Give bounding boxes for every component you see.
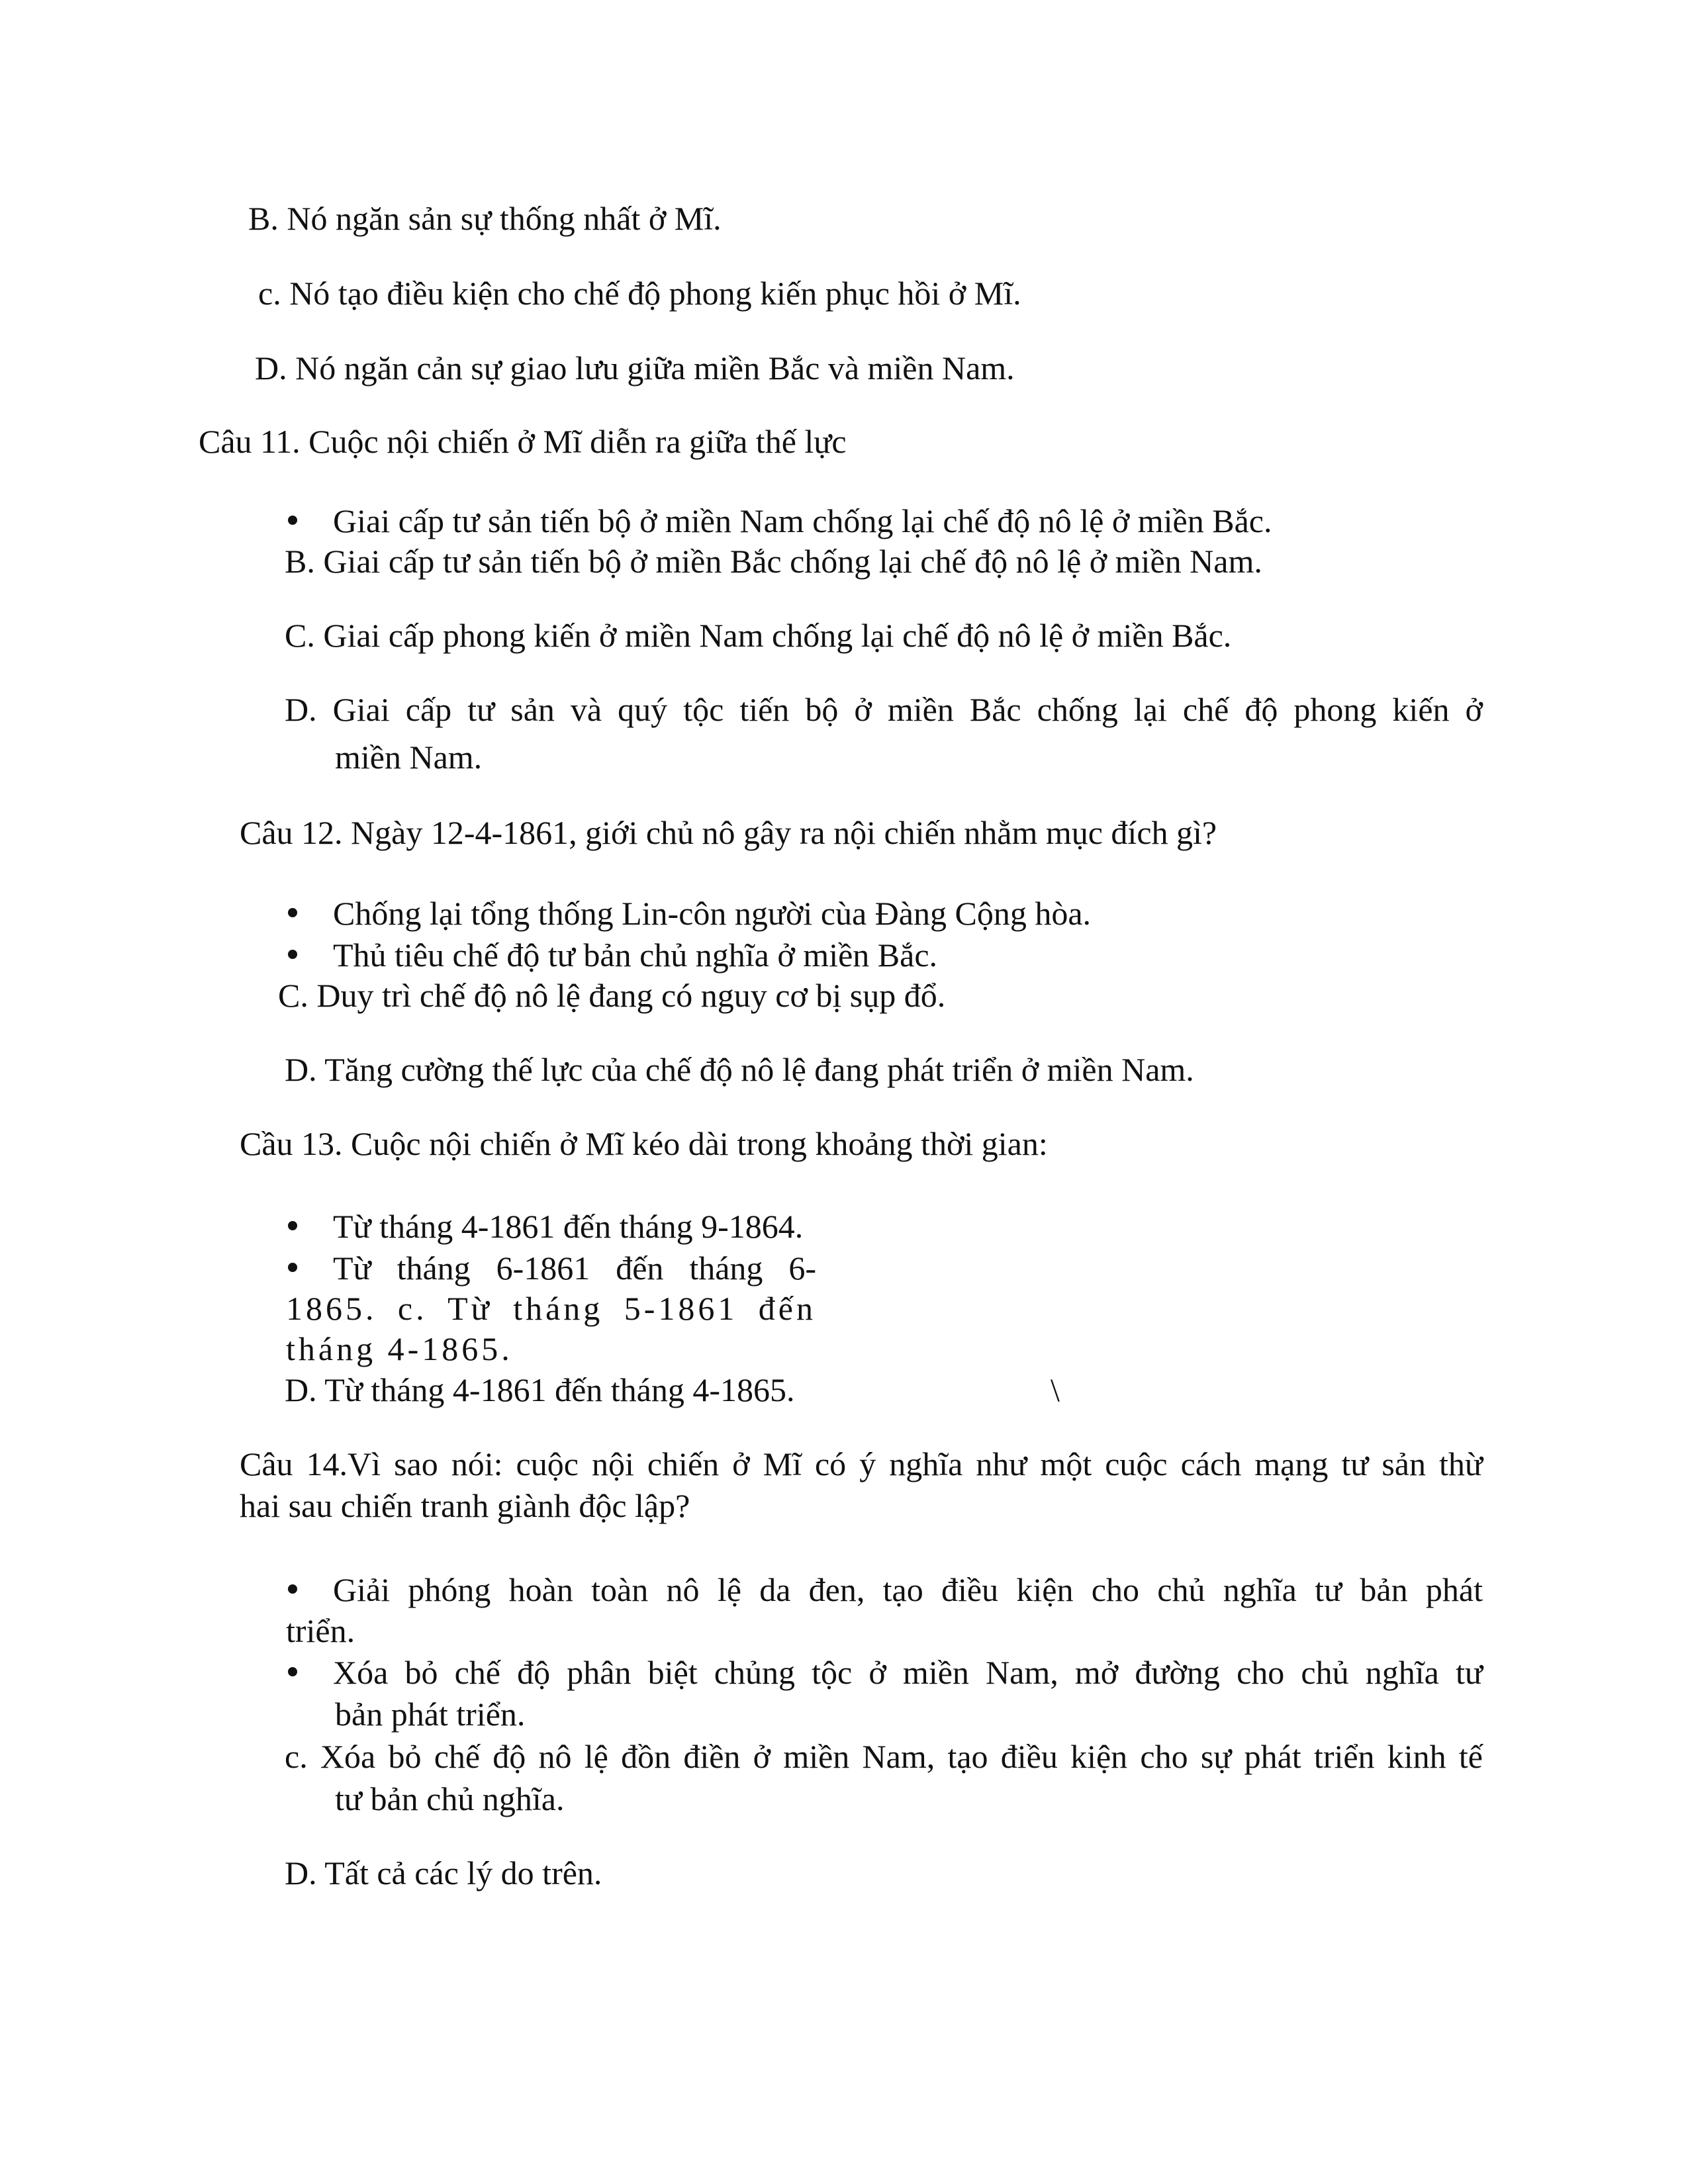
q12-option-b: Thủ tiêu chế độ tư bản chủ nghĩa ở miền Bắc. — [333, 936, 938, 974]
q14-option-c-line2: tư bản chủ nghĩa. — [335, 1780, 565, 1817]
q11-option-b: B. Giai cấp tư sản tiến bộ ở miền Bắc chống lại chế độ nô lệ ở miền Nam. — [285, 543, 1262, 580]
q13-question: Cầu 13. Cuộc nội chiến ở Mĩ kéo dài trong khoảng thời gian: — [240, 1125, 1048, 1162]
q11-option-d-line2: miền Nam. — [335, 739, 483, 776]
q10-option-b: B. Nó ngăn sản sự thống nhất ở Mĩ. — [248, 200, 722, 237]
q13-bullet-a — [288, 1221, 297, 1230]
q14-option-c-line1: c. Xóa bỏ chế độ nô lệ đồn điền ở miền Nam, tạo điều kiện cho sự phát triển kinh tế — [285, 1738, 1483, 1775]
q13-option-b-line2: 1865. c. Từ tháng 5-1861 đến — [286, 1290, 816, 1327]
q14-option-a-line1: Giải phóng hoàn toàn nô lệ da đen, tạo điều kiện cho chủ nghĩa tư bản phát — [333, 1571, 1483, 1608]
q12-option-a: Chống lại tổng thống Lin-côn người cùa Đàng Cộng hòa. — [333, 895, 1092, 932]
q14-bullet-b — [288, 1667, 297, 1676]
q13-bullet-b — [288, 1263, 297, 1272]
q14-bullet-a — [288, 1584, 297, 1594]
q12-option-c: C. Duy trì chế độ nô lệ đang có nguy cơ bị sụp đổ. — [278, 977, 946, 1014]
q14-question-line1: Câu 14.Vì sao nói: cuộc nội chiến ở Mĩ có ý nghĩa như một cuộc cách mạng tư sản thừ — [240, 1445, 1483, 1482]
q12-bullet-b — [288, 950, 297, 959]
q14-question-line2: hai sau chiến tranh giành độc lập? — [240, 1487, 690, 1524]
q12-option-d: D. Tăng cường thế lực của chế độ nô lệ đang phát triển ở miền Nam. — [285, 1051, 1194, 1088]
q11-bullet-a — [288, 516, 297, 525]
q10-option-c: c. Nó tạo điều kiện cho chế độ phong kiến phục hồi ở Mĩ. — [258, 275, 1021, 312]
q11-question: Câu 11. Cuộc nội chiến ở Mĩ diễn ra giữa thế lực — [199, 423, 847, 460]
q11-option-c: C. Giai cấp phong kiến ở miền Nam chống lại chế độ nô lệ ở miền Bắc. — [285, 617, 1232, 654]
q13-option-d: D. Từ tháng 4-1861 đến tháng 4-1865. — [285, 1371, 795, 1408]
q11-option-d-line1: D. Giai cấp tư sản và quý tộc tiến bộ ở miền Bắc chống lại chế độ phong kiến ở — [285, 691, 1483, 728]
q12-question: Câu 12. Ngày 12-4-1861, giới chủ nô gây ra nội chiến nhằm mục đích gì? — [240, 814, 1217, 851]
q12-bullet-a — [288, 908, 297, 917]
q10-option-d: D. Nó ngăn cản sự giao lưu giữa miền Bắc và miền Nam. — [255, 349, 1015, 387]
q13-option-b-line3: tháng 4-1865. — [286, 1330, 513, 1367]
q11-option-a: Giai cấp tư sản tiến bộ ở miền Nam chống lại chế độ nô lệ ở miền Bắc. — [333, 502, 1272, 539]
q14-option-b-line1: Xóa bỏ chế độ phân biệt chủng tộc ở miền Nam, mở đường cho chủ nghĩa tư — [333, 1654, 1483, 1691]
q14-option-a-line2: triển. — [286, 1612, 355, 1649]
q14-option-b-line2: bản phát triển. — [335, 1696, 526, 1733]
q13-option-b-line1: Từ tháng 6-1861 đến tháng 6- — [333, 1250, 816, 1287]
q13-stray-mark: \ — [1051, 1371, 1060, 1408]
q14-option-d: D. Tất cả các lý do trên. — [285, 1854, 602, 1891]
q13-option-a: Từ tháng 4-1861 đến tháng 9-1864. — [333, 1208, 804, 1245]
